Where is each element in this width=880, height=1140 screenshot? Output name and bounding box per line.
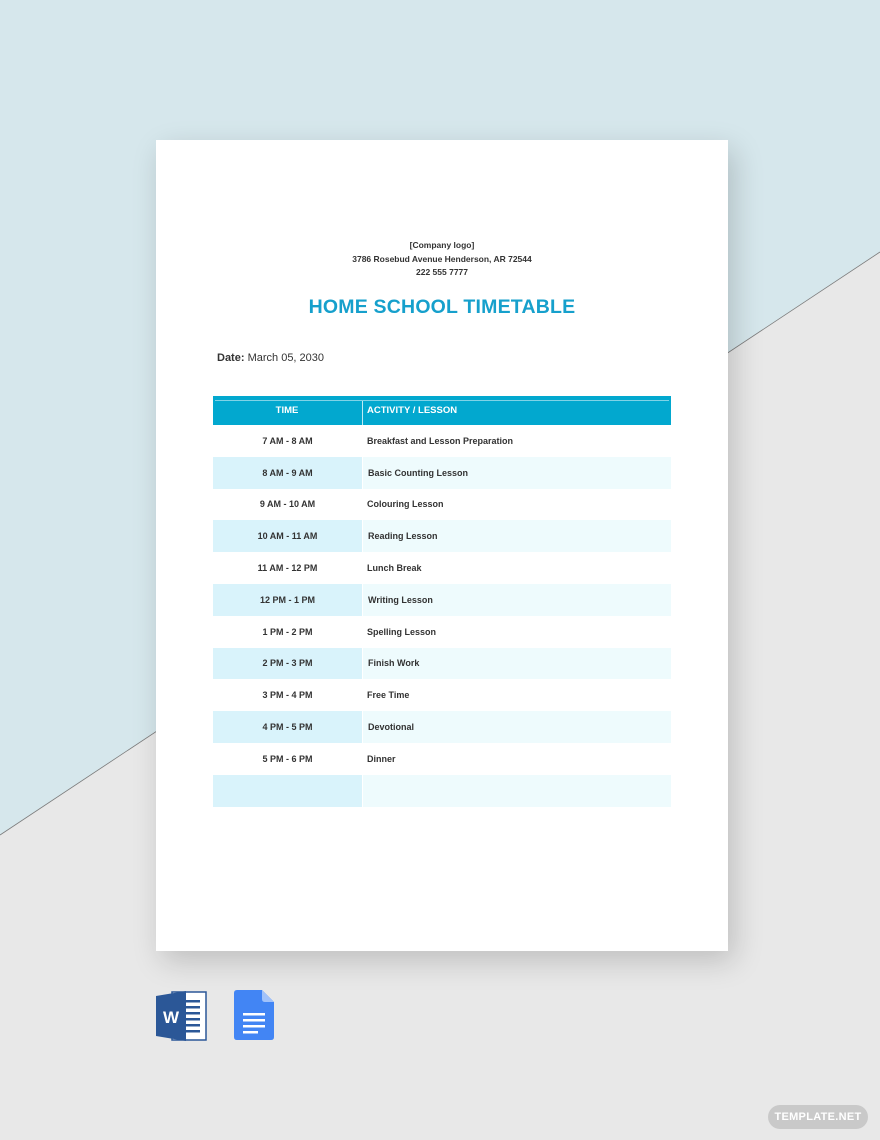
row-activity: Basic Counting Lesson — [362, 457, 671, 489]
row-activity: Spelling Lesson — [367, 626, 437, 637]
row-activity: Dinner — [367, 753, 396, 764]
table-row — [213, 457, 671, 489]
row-time: 11 AM - 12 PM — [257, 563, 318, 574]
timetable-body — [213, 425, 671, 807]
table-row — [213, 520, 671, 552]
row-activity: Writing Lesson — [362, 584, 671, 616]
company-logo-placeholder: [Company logo] — [409, 240, 475, 250]
table-row — [213, 648, 671, 680]
timetable-header — [213, 396, 671, 425]
company-phone: 222 555 7777 — [416, 267, 468, 277]
row-time: 1 PM - 2 PM — [262, 626, 313, 637]
row-time: 9 AM - 10 AM — [259, 499, 316, 510]
app-icons — [156, 990, 274, 1042]
table-row — [213, 425, 671, 457]
row-time: 3 PM - 4 PM — [262, 690, 313, 701]
microsoft-word-icon — [156, 990, 208, 1042]
row-time: 7 AM - 8 AM — [262, 435, 313, 446]
table-row — [213, 775, 671, 807]
header-time: TIME — [275, 405, 299, 416]
timetable — [213, 396, 671, 807]
row-activity: Devotional — [362, 711, 671, 743]
date-label: Date: — [217, 352, 245, 364]
table-row — [213, 711, 671, 743]
document-page — [156, 140, 728, 951]
template-net-watermark: TEMPLATE.NET — [768, 1105, 868, 1129]
row-time: 4 PM - 5 PM — [213, 711, 362, 743]
header-inner-line — [215, 400, 669, 401]
row-time: 10 AM - 11 AM — [213, 520, 362, 552]
row-activity: Lunch Break — [367, 563, 422, 574]
row-time: 8 AM - 9 AM — [213, 457, 362, 489]
google-docs-icon — [234, 990, 274, 1040]
table-row — [213, 552, 671, 584]
company-address: 3786 Rosebud Avenue Henderson, AR 72544 — [352, 253, 532, 264]
date-line — [217, 352, 324, 364]
table-row — [213, 743, 671, 775]
row-activity: Finish Work — [362, 648, 671, 680]
date-value: March 05, 2030 — [247, 352, 325, 364]
header-divider — [362, 401, 363, 425]
row-time: 2 PM - 3 PM — [213, 648, 362, 680]
word-letter: W — [162, 1008, 180, 1027]
table-row — [213, 616, 671, 648]
row-activity: Colouring Lesson — [367, 499, 444, 510]
row-time — [213, 775, 362, 807]
row-activity: Free Time — [367, 690, 410, 701]
row-time: 5 PM - 6 PM — [262, 753, 313, 764]
header-activity: ACTIVITY / LESSON — [367, 405, 458, 416]
document-title: HOME SCHOOL TIMETABLE — [308, 296, 576, 318]
table-row — [213, 489, 671, 521]
table-row — [213, 679, 671, 711]
row-activity — [362, 775, 671, 807]
row-activity: Breakfast and Lesson Preparation — [367, 435, 514, 446]
company-info — [156, 239, 728, 280]
row-time: 12 PM - 1 PM — [213, 584, 362, 616]
table-row — [213, 584, 671, 616]
row-activity: Reading Lesson — [362, 520, 671, 552]
